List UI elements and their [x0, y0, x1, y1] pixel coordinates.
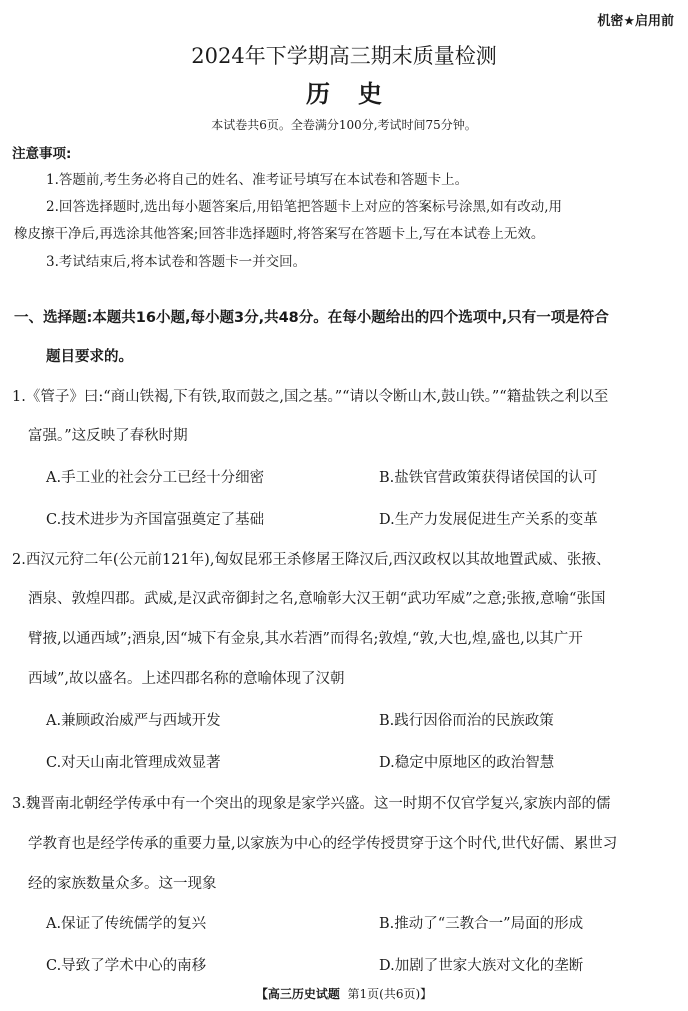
notice-line: 1.答题前,考生务必将自己的姓名、准考证号填写在本试卷和答题卡上。	[46, 172, 469, 188]
section-heading-cont: 题目要求的。	[46, 349, 133, 365]
footer-page-number: 第1页(共6页)】	[347, 987, 433, 1001]
question-text: 2.西汉元狩二年(公元前121年),匈奴昆邪王杀修屠王降汉后,西汉政权以其故地置武威、张掖、	[12, 552, 611, 568]
notice-title: 注意事项:	[12, 146, 72, 162]
option-b: B.践行因俗而治的民族政策	[379, 713, 554, 729]
question-text: 学教育也是经学传承的重要力量,以家族为中心的经学传授贯穿于这个时代,世代好儒、累世习	[28, 836, 618, 852]
exam-title: 2024年下学期高三期末质量检测	[191, 44, 497, 68]
page-footer	[0, 985, 688, 1002]
option-c: C.对天山南北管理成效显著	[46, 755, 221, 771]
question-text: 酒泉、敦煌四郡。武威,是汉武帝御封之名,意喻彰大汉王朝“武功军威”之意;张掖,意喻“张国	[28, 591, 606, 607]
notice-line: 3.考试结束后,将本试卷和答题卡一并交回。	[46, 254, 307, 270]
footer-label: 【高三历史试题	[255, 987, 340, 1001]
question-text: 富强。”这反映了春秋时期	[28, 428, 188, 444]
option-d: D.加剧了世家大族对文化的垄断	[379, 958, 584, 974]
option-a: A.兼顾政治威严与西域开发	[46, 713, 221, 729]
question-text: 臂掖,以通西域”;酒泉,因“城下有金泉,其水若酒”而得名;敦煌,“敦,大也,煌,盛也,以其广开	[28, 631, 583, 647]
option-d: D.稳定中原地区的政治智慧	[379, 755, 555, 771]
option-b: B.推动了“三教合一”局面的形成	[379, 916, 584, 932]
question-text: 1.《管子》曰:“商山铁褐,下有铁,取而鼓之,国之基。”“请以令断山木,鼓山铁。”“籍盐铁之利以至	[12, 389, 609, 405]
question-text: 经的家族数量众多。这一现象	[28, 876, 217, 892]
exam-meta: 本试卷共6页。全卷满分100分,考试时间75分钟。	[211, 118, 477, 132]
question-text: 3.魏晋南北朝经学传承中有一个突出的现象是家学兴盛。这一时期不仅官学复兴,家族内部的儒	[12, 796, 611, 812]
notice-line: 橡皮擦干净后,再选涂其他答案;回答非选择题时,将答案写在答题卡上,写在本试卷上无效。	[14, 226, 545, 242]
notice-line: 2.回答选择题时,选出每小题答案后,用铅笔把答题卡上对应的答案标号涂黑,如有改动,用	[46, 199, 563, 215]
option-c: C.技术进步为齐国富强奠定了基础	[46, 512, 265, 528]
question-text: 西域”,故以盛名。上述四郡名称的意喻体现了汉朝	[28, 671, 345, 687]
subject-title: 历史	[306, 80, 410, 108]
option-c: C.导致了学术中心的南移	[46, 958, 207, 974]
option-d: D.生产力发展促进生产关系的变革	[379, 512, 598, 528]
option-a: A.保证了传统儒学的复兴	[46, 916, 207, 932]
confidential-label: 机密★启用前	[597, 14, 674, 29]
option-b: B.盐铁官营政策获得诸侯国的认可	[379, 470, 598, 486]
option-a: A.手工业的社会分工已经十分细密	[46, 470, 265, 486]
section-heading: 一、选择题:本题共16小题,每小题3分,共48分。在每小题给出的四个选项中,只有一项是符合	[14, 310, 609, 326]
